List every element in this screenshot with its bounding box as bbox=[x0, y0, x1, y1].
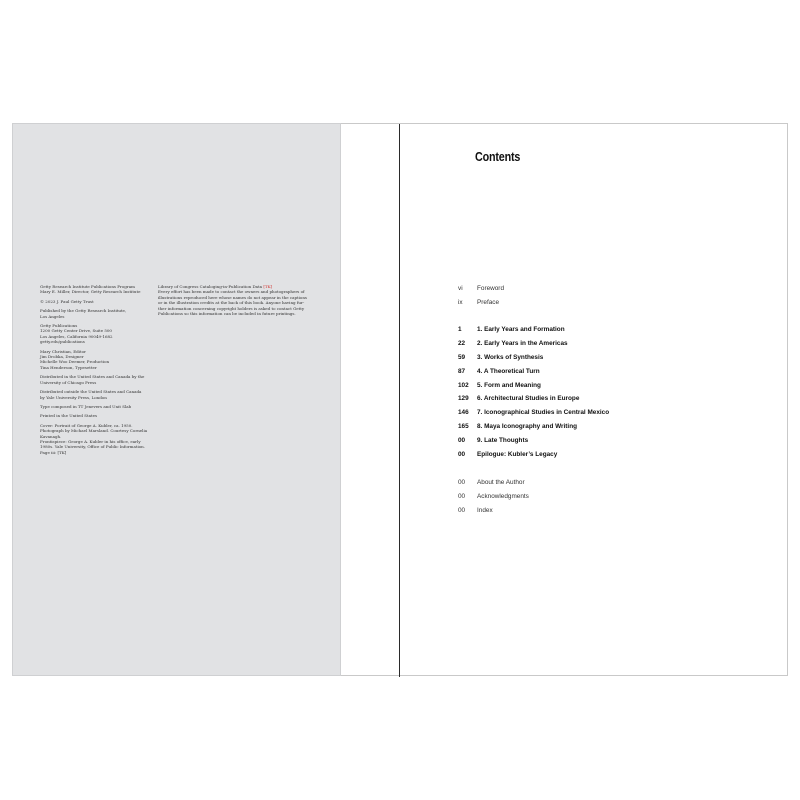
toc-page-number: 87 bbox=[458, 367, 466, 375]
page-fold-line bbox=[399, 124, 400, 677]
colophon-line: Kavanagh. bbox=[40, 433, 62, 439]
toc-page-number: 146 bbox=[458, 409, 469, 417]
toc-entry[interactable] bbox=[458, 420, 698, 434]
toc-entry[interactable] bbox=[458, 490, 698, 504]
toc-entry-title: 3. Works of Synthesis bbox=[477, 353, 544, 361]
permissions-line: illustrations reproduced here whose names do not appear in the captions bbox=[158, 294, 307, 300]
colophon-line: © 2023 J. Paul Getty Trust bbox=[40, 298, 94, 304]
contents-title: Contents bbox=[475, 150, 521, 164]
toc-page-number: 129 bbox=[458, 395, 469, 403]
toc-page-number: 22 bbox=[458, 340, 466, 348]
toc-entry[interactable] bbox=[458, 282, 698, 296]
toc-chapters bbox=[458, 323, 698, 461]
cip-text: Library of Congress Cataloging-in-Publication Data bbox=[158, 284, 263, 289]
colophon-line: Published by the Getty Research Institute, bbox=[40, 308, 127, 314]
colophon-block bbox=[40, 374, 152, 385]
copyright-page bbox=[12, 123, 341, 676]
cip-tk: [TK] bbox=[263, 284, 273, 289]
toc-back-matter bbox=[458, 476, 698, 517]
colophon-line: Distributed outside the United States and Canada bbox=[40, 389, 142, 395]
permissions-notice bbox=[158, 289, 318, 316]
toc-page-number: vi bbox=[458, 285, 463, 293]
colophon-line: Frontispiece: George A. Kubler in his office, early bbox=[40, 438, 141, 444]
toc-entry[interactable] bbox=[458, 296, 698, 310]
colophon-line: Mary E. Miller, Director, Getty Research Institute bbox=[40, 289, 141, 295]
permissions-line: or in the illustration credits at the back of this book. Anyone having fur- bbox=[158, 300, 305, 306]
colophon-left-column bbox=[40, 284, 152, 459]
colophon-line: Type composed in TT Jenevers and Unit Slab bbox=[40, 403, 132, 409]
toc-entry[interactable] bbox=[458, 476, 698, 490]
colophon-line: Mary Christian, Editor bbox=[40, 348, 86, 354]
toc-entry-title: Foreword bbox=[477, 285, 504, 293]
toc-entry-title: 1. Early Years and Formation bbox=[477, 326, 565, 334]
toc-entry[interactable] bbox=[458, 364, 698, 378]
toc-page-number: 00 bbox=[458, 493, 466, 501]
permissions-line: Every effort has been made to contact the owners and photographers of bbox=[158, 289, 305, 295]
colophon-line: 1200 Getty Center Drive, Suite 500 bbox=[40, 328, 112, 334]
toc-entry[interactable] bbox=[458, 351, 698, 365]
colophon-line: Photograph by Michael Marsland. Courtesy Cornelia bbox=[40, 428, 148, 434]
colophon-block bbox=[40, 308, 152, 319]
colophon-block bbox=[40, 349, 152, 371]
colophon-block bbox=[40, 423, 152, 455]
toc-entry[interactable] bbox=[458, 447, 698, 461]
toc-entry[interactable] bbox=[458, 392, 698, 406]
colophon-line: Los Angeles bbox=[40, 313, 65, 319]
colophon-line: Los Angeles, California 90049-1682 bbox=[40, 333, 113, 339]
colophon-line: Michelle Woo Deemer, Production bbox=[40, 359, 110, 365]
permissions-line: Publications so this information can be included in future printings. bbox=[158, 311, 296, 317]
toc-entry[interactable] bbox=[458, 504, 698, 518]
toc-entry[interactable] bbox=[458, 406, 698, 420]
colophon-right-column bbox=[158, 284, 318, 316]
toc-entry-title: 2. Early Years in the Americas bbox=[477, 340, 568, 348]
toc-page-number: 00 bbox=[458, 450, 466, 458]
toc-front-matter bbox=[458, 282, 698, 310]
toc-page-number: 165 bbox=[458, 422, 469, 430]
toc-page-number: ix bbox=[458, 299, 463, 307]
toc-entry-title: 9. Late Thoughts bbox=[477, 436, 529, 444]
toc-entry-title: About the Author bbox=[477, 479, 525, 487]
toc-page-number: 59 bbox=[458, 353, 466, 361]
toc-entry[interactable] bbox=[458, 433, 698, 447]
colophon-line: by Yale University Press, London bbox=[40, 394, 107, 400]
colophon-line: Distributed in the United States and Canada by the bbox=[40, 374, 145, 380]
colophon-line: getty.edu/publications bbox=[40, 339, 85, 345]
toc-entry[interactable] bbox=[458, 378, 698, 392]
toc-entry-title: 7. Iconographical Studies in Central Mexico bbox=[477, 409, 610, 417]
book-spread bbox=[12, 123, 788, 676]
colophon-line: Jim Drobka, Designer bbox=[40, 354, 84, 360]
colophon-line: Cover: Portrait of George A. Kubler, ca. 1950. bbox=[40, 422, 133, 428]
toc-entry-title: 6. Architectural Studies in Europe bbox=[477, 395, 580, 403]
toc-entry-title: Preface bbox=[477, 299, 500, 307]
toc-entry[interactable] bbox=[458, 323, 698, 337]
colophon-block bbox=[40, 323, 152, 345]
toc-page-number: 00 bbox=[458, 436, 466, 444]
colophon-line: University of Chicago Press bbox=[40, 379, 97, 385]
toc-page-number: 1 bbox=[458, 326, 462, 334]
toc-entry-title: Epilogue: Kubler’s Legacy bbox=[477, 450, 558, 458]
colophon-line: Printed in the United States bbox=[40, 413, 98, 419]
toc-entry[interactable] bbox=[458, 337, 698, 351]
colophon-line: Tina Henderson, Typesetter bbox=[40, 364, 97, 370]
toc-entry-title: 8. Maya Iconography and Writing bbox=[477, 422, 578, 430]
colophon-block bbox=[40, 299, 152, 304]
toc-entry-title: 5. Form and Meaning bbox=[477, 381, 541, 389]
toc-page-number: 00 bbox=[458, 506, 466, 514]
colophon-line: Getty Research Institute Publications Program bbox=[40, 284, 135, 289]
colophon-line: Page iii: [TK] bbox=[40, 449, 67, 455]
toc-page-number: 00 bbox=[458, 479, 466, 487]
toc-page-number: 102 bbox=[458, 381, 469, 389]
colophon-block bbox=[40, 389, 152, 400]
toc-entry-title: Acknowledgments bbox=[477, 493, 529, 501]
colophon-block bbox=[40, 404, 152, 409]
toc-entry-title: Index bbox=[477, 506, 493, 514]
colophon-block bbox=[40, 289, 152, 294]
permissions-line: ther information concerning copyright holders is asked to contact Getty bbox=[158, 305, 305, 311]
colophon-block bbox=[40, 413, 152, 418]
toc-entry-title: 4. A Theoretical Turn bbox=[477, 367, 540, 375]
colophon-line: 1980s. Yale University, Office of Public Information. bbox=[40, 444, 145, 450]
contents-page bbox=[341, 123, 788, 676]
colophon-line: Getty Publications bbox=[40, 323, 78, 329]
